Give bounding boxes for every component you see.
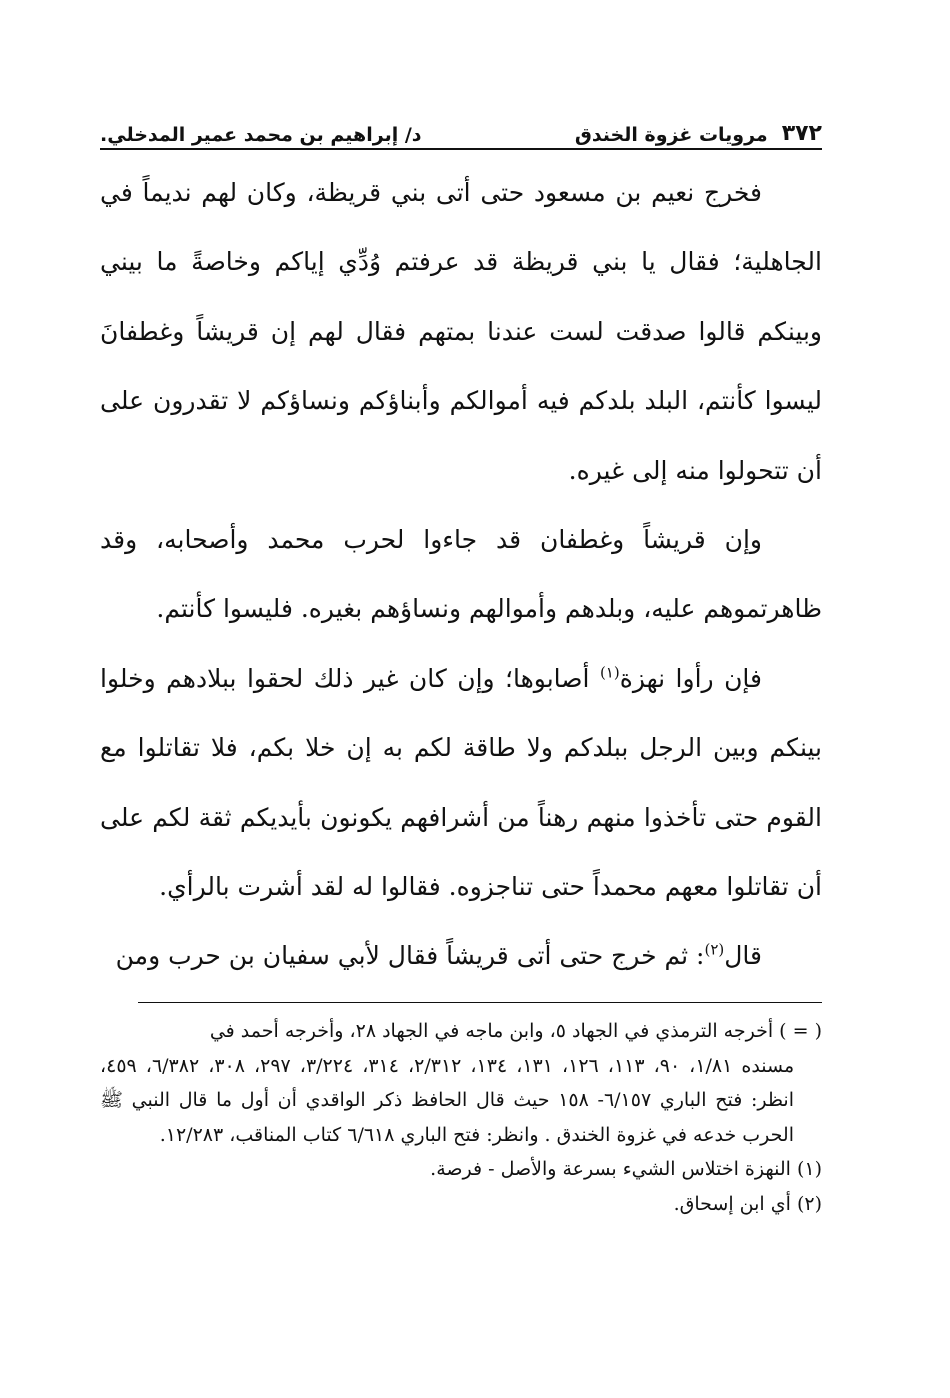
paragraph: فخرج نعيم بن مسعود حتى أتى بني قريظة، وكان لهم نديماً في الجاهلية؛ فقال يا بني قريظة قد عرفتم وُدِّي إياكم وخاصةً ما بيني وبينكم قالوا صدقت لست عندنا بمتهم فقال لهم إن قريشاً وغطفانَ ليسوا كأنتم، البلد بلدكم فيه أموالكم وأبناؤكم ونساؤكم لا تقدرون على أن تتحولوا منه إلى غيره.: [100, 178, 823, 485]
footnote-continued: [100, 1014, 822, 1049]
paragraph-text: : ثم خرج حتى أتى قريشاً فقال لأبي سفيان بن حرب ومن: [115, 941, 705, 971]
paragraph-text: أصابوها؛ وإن كان غير ذلك لحقوا ببلادهم وخلوا بينكم وبين الرجل ببلدكم ولا طاقة لكم به إن خلا بكم، فلا تقاتلوا مع القوم حتى تأخذوا منهم رهناً من أشرافهم يكونون بأيديكم ثقة لكم على أن تقاتلوا معهم محمداً حتى تناجزوه. فقالوا له لقد أشرت بالرأي.: [100, 663, 822, 902]
footnote-marker: (٢): [796, 1192, 822, 1215]
paragraph: [100, 921, 822, 990]
footnote-2: [100, 1187, 822, 1222]
running-header: [100, 112, 822, 146]
footnote-marker: ( = ): [779, 1020, 822, 1042]
header-rule: [100, 148, 822, 150]
paragraph-text: فإن رأوا نهزة: [619, 663, 762, 693]
header-right: [575, 121, 822, 146]
footnote-ref-1[interactable]: (١): [599, 663, 620, 682]
author-name: د/ إبراهيم بن محمد عمير المدخلي.: [100, 124, 422, 146]
footnote-continued-rest: مسنده ١/٨١، ٩٠، ١١٣، ١٢٦، ١٣١، ١٣٤، ٢/٣١٢، ٣١٤، ٣/٢٢٤، ٢٩٧، ٣٠٨، ٦/٣٨٢، ٤٥٩، انظر: فتح الباري ٦/١٥٧- ١٥٨ حيث قال الحافظ ذكر الواقدي أن أول ما قال النبي ﷺ الحرب خدعه في غزوة الخندق . وانظر: فتح الباري ٦/٦١٨ كتاب المناقب، ١٢/٢٨٣.: [100, 1054, 795, 1146]
book-title: مرويات غزوة الخندق: [574, 124, 768, 146]
footnote-1: [100, 1152, 822, 1187]
footnotes: [100, 1014, 822, 1221]
footnote-text: أخرجه الترمذي في الجهاد ٥، وابن ماجه في الجهاد ٢٨، وأخرجه أحمد في: [209, 1020, 774, 1042]
footnote-rule: [138, 1002, 822, 1003]
footnote-ref-2[interactable]: (٢): [704, 941, 725, 960]
footnote-marker: (١): [796, 1158, 822, 1180]
paragraph-text: قال: [724, 941, 762, 971]
paragraph: وإن قريشاً وغطفان قد جاءوا لحرب محمد وأصحابه، وقد ظاهرتموهم عليه، وبلدهم وأموالهم ونساؤهم بغيره. فليسوا كأنتم.: [100, 525, 822, 624]
paragraph: [100, 644, 822, 922]
footnote-text: أي ابن إسحاق.: [673, 1192, 791, 1215]
page-number: ٣٧٢: [781, 121, 822, 146]
footnote-text: النهزة اختلاس الشيء بسرعة والأصل - فرصة.: [430, 1158, 791, 1180]
body-text: [100, 158, 822, 991]
